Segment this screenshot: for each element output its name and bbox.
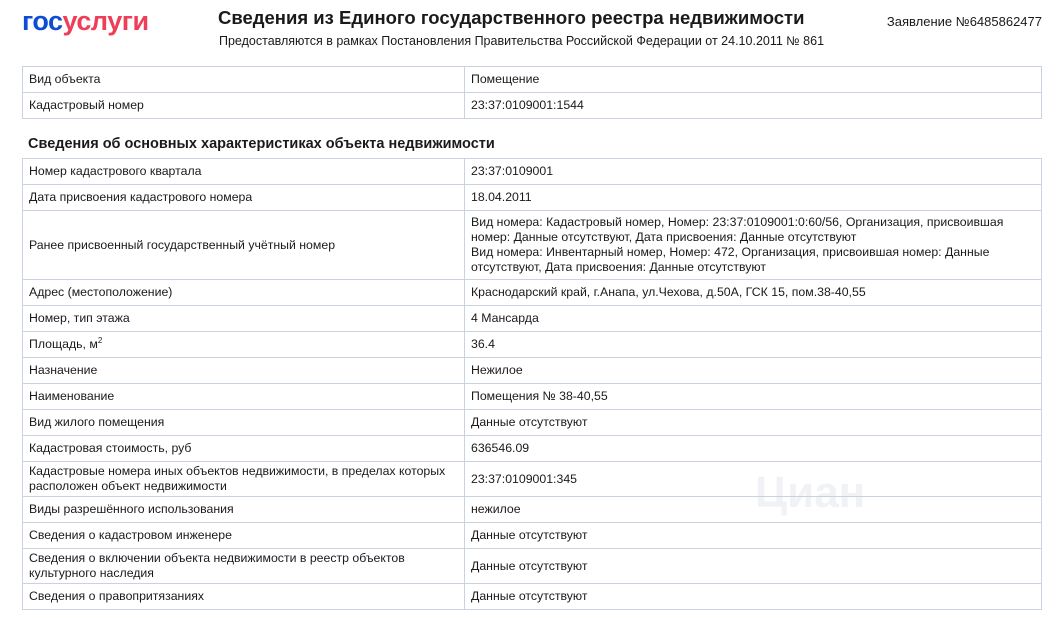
table-row bbox=[23, 358, 1042, 384]
row-value: 18.04.2011 bbox=[465, 185, 1042, 211]
row-value: Данные отсутствуют bbox=[465, 523, 1042, 549]
row-value: 36.4 bbox=[465, 332, 1042, 358]
row-label: Сведения о правопритязаниях bbox=[23, 584, 465, 610]
table-row bbox=[23, 67, 1042, 93]
table-row bbox=[23, 185, 1042, 211]
row-label: Номер, тип этажа bbox=[23, 306, 465, 332]
section-title: Сведения об основных характеристиках объекта недвижимости bbox=[28, 136, 495, 152]
row-label: Дата присвоения кадастрового номера bbox=[23, 185, 465, 211]
table-row bbox=[23, 280, 1042, 306]
row-label-area bbox=[23, 332, 465, 358]
row-label: Виды разрешённого использования bbox=[23, 497, 465, 523]
document-title: Сведения из Единого государственного реестра недвижимости bbox=[218, 7, 805, 28]
row-value: 4 Мансарда bbox=[465, 306, 1042, 332]
row-value: Краснодарский край, г.Анапа, ул.Чехова, д.50А, ГСК 15, пом.38-40,55 bbox=[465, 280, 1042, 306]
application-number: Заявление №6485862477 bbox=[886, 14, 1042, 29]
row-label: Кадастровый номер bbox=[23, 93, 465, 119]
table-row bbox=[23, 159, 1042, 185]
row-value: Данные отсутствуют bbox=[465, 549, 1042, 584]
row-label: Адрес (местоположение) bbox=[23, 280, 465, 306]
characteristics-table bbox=[22, 158, 1042, 610]
table-row bbox=[23, 384, 1042, 410]
row-label: Кадастровая стоимость, руб bbox=[23, 436, 465, 462]
document-subtitle: Предоставляются в рамках Постановления Правительства Российской Федерации от 24.10.2011 № 861 bbox=[219, 34, 825, 48]
row-value: Данные отсутствуют bbox=[465, 584, 1042, 610]
row-label: Кадастровые номера иных объектов недвижимости, в пределах которых расположен объект недвижимости bbox=[23, 462, 465, 497]
row-value: 636546.09 bbox=[465, 436, 1042, 462]
row-value: Помещения № 38-40,55 bbox=[465, 384, 1042, 410]
row-label: Назначение bbox=[23, 358, 465, 384]
table-row bbox=[23, 332, 1042, 358]
gosuslugi-logo bbox=[22, 6, 149, 37]
table-row bbox=[23, 523, 1042, 549]
table-row bbox=[23, 306, 1042, 332]
row-label: Вид объекта bbox=[23, 67, 465, 93]
row-value: 23:37:0109001:345 bbox=[465, 462, 1042, 497]
row-value: Помещение bbox=[465, 67, 1042, 93]
table-row bbox=[23, 497, 1042, 523]
row-value: 23:37:0109001:1544 bbox=[465, 93, 1042, 119]
logo-part-uslugi: услуги bbox=[62, 6, 149, 36]
row-label: Ранее присвоенный государственный учётный номер bbox=[23, 211, 465, 280]
row-label: Сведения о включении объекта недвижимости в реестр объектов культурного наследия bbox=[23, 549, 465, 584]
row-label: Вид жилого помещения bbox=[23, 410, 465, 436]
row-label: Сведения о кадастровом инженере bbox=[23, 523, 465, 549]
row-label: Наименование bbox=[23, 384, 465, 410]
page-header bbox=[0, 0, 1060, 58]
row-value: нежилое bbox=[465, 497, 1042, 523]
table-row bbox=[23, 462, 1042, 497]
object-table bbox=[22, 66, 1042, 119]
row-value-multiline: Вид номера: Кадастровый номер, Номер: 23:37:0109001:0:60/56, Организация, присвоившая номер: Данные отсутствуют, Дата присвоения: Данные отсутствуют Вид номера: Инвентарный номер, Номер: 472, Организация, присвоившая номер: Данные отсутствуют, Дата присвоения: Данные отсутствуют bbox=[465, 211, 1042, 280]
table-row bbox=[23, 584, 1042, 610]
area-label: Площадь, м bbox=[29, 337, 98, 351]
watermark: Циан bbox=[755, 468, 866, 517]
row-value: Данные отсутствуют bbox=[465, 410, 1042, 436]
table-row bbox=[23, 549, 1042, 584]
area-unit-superscript: 2 bbox=[97, 335, 103, 345]
table-row bbox=[23, 211, 1042, 280]
logo-part-gos: гос bbox=[22, 6, 63, 36]
row-value: 23:37:0109001 bbox=[465, 159, 1042, 185]
table-row bbox=[23, 410, 1042, 436]
row-value: Нежилое bbox=[465, 358, 1042, 384]
row-label: Номер кадастрового квартала bbox=[23, 159, 465, 185]
table-row bbox=[23, 436, 1042, 462]
table-row bbox=[23, 93, 1042, 119]
